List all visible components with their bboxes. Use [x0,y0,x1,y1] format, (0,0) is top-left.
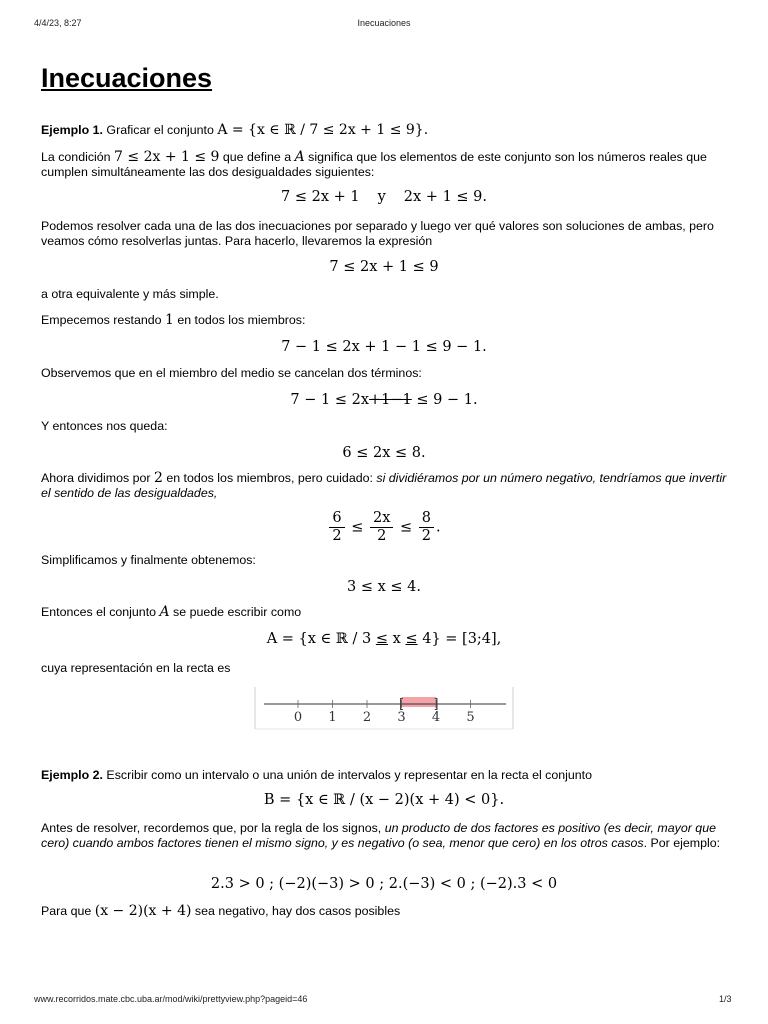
print-url: www.recorridos.mate.cbc.uba.ar/mod/wiki/prettyview.php?pageid=46 [34,994,308,1004]
tick-label: 3 [397,710,406,725]
example-2-statement: Ejemplo 2. Escribir como un intervalo o una unión de intervalos y representar en la recta el conjunto [41,768,592,782]
subtract-equation: 7 − 1 ≤ 2x + 1 − 1 ≤ 9 − 1. [281,339,487,355]
example-2-label: Ejemplo 2. [41,768,103,782]
cancel-paragraph: Observemos que en el miembro del medio se cancelan dos términos: [41,366,422,380]
final-inequality: 3 ≤ x ≤ 4. [347,579,421,595]
simplified-equation: 6 ≤ 2x ≤ 8. [342,445,426,461]
tick-label: 2 [362,710,372,725]
tick-label: 1 [328,710,337,725]
sign-rule-paragraph: Antes de resolver, recordemos que, por la regla de los signos, un producto de dos factores es positivo (es decir, mayor que cero) cuando ambos factores tienen el mismo signo, y es negativo (o sea, menor que cero) en los otros casos. Por ejemplo: [41,821,721,850]
set-b-definition: B = {x ∈ ℝ / (x − 2)(x + 4) < 0}. [263,792,505,808]
print-page-number: 1/3 [719,994,732,1004]
set-as-interval: A = {x ∈ ℝ / 3 ≤ x ≤ 4} = [3;4], [266,631,502,647]
page-title: Inecuaciones [41,63,213,93]
representation-paragraph: cuya representación en la recta es [41,661,231,675]
set-a-definition: A = {x ∈ ℝ / 7 ≤ 2x + 1 ≤ 9}. [217,122,429,138]
cases-paragraph: Para que (x − 2)(x + 4) sea negativo, hay dos casos posibles [41,903,401,919]
fraction-equation: $\frac{6}{2}$ ≤ $\frac{2x}{2}$ ≤ $\frac{8}{2}$ . [0,510,768,545]
example-1-label: Ejemplo 1. [41,123,103,137]
condition-paragraph: La condición 7 ≤ 2x + 1 ≤ 9 que define a A significa que los elementos de este conjunto son los números reales que cumplen simultáneamente las dos desigualdades siguientes: [41,149,707,179]
tick-label: 5 [466,710,475,725]
tick-label: 0 [293,710,303,725]
tick-label: 4 [431,710,441,725]
print-datetime: 4/4/23, 8:27 [34,18,82,28]
subtract-paragraph: Empecemos restando 1 en todos los miembros: [41,312,306,328]
sign-rule: un producto de dos factores es positivo (es decir, mayor que cero) cuando ambos factores tienen el mismo signo, y es negativo (o sea, menor que cero) en los otros casos [41,821,716,850]
simplify-paragraph: Simplificamos y finalmente obtenemos: [41,553,256,567]
set-paragraph: Entonces el conjunto A se puede escribir como [41,604,302,620]
divide-warning: si dividiéramos por un número negativo, tendríamos que invertir el sentido de las desigualdades, [41,471,727,500]
resolve-paragraph: Podemos resolver cada una de las dos inecuaciones por separado y luego ver qué valores son soluciones de ambas, pero veamos cómo resolverlas juntas. Para hacerlo, llevaremos la expresión [41,219,714,248]
example-1-statement: Ejemplo 1. Graficar el conjunto A = {x ∈ ℝ / 7 ≤ 2x + 1 ≤ 9}. [41,122,429,138]
fraction-3: $\frac{8}{2}$ [419,510,434,545]
fraction-2: $\frac{2x}{2}$ [370,510,393,545]
result-paragraph: Y entonces nos queda: [41,419,168,433]
two-inequalities: 7 ≤ 2x + 1 y 2x + 1 ≤ 9. [281,189,487,205]
interval-highlight [402,697,437,707]
number-line [254,686,516,732]
sign-examples: 2.3 > 0 ; (−2)(−3) > 0 ; 2.(−3) < 0 ; (−2).3 < 0 [210,876,558,892]
print-page-title: Inecuaciones [357,18,411,28]
fraction-1: $\frac{6}{2}$ [329,510,344,545]
divide-paragraph: Ahora dividimos por 2 en todos los miembros, pero cuidado: si dividiéramos por un número negativo, tendríamos que invertir el sentido de las desigualdades, [41,470,727,500]
compound-inequality: 7 ≤ 2x + 1 ≤ 9 [329,259,439,275]
equivalent-paragraph: a otra equivalente y más simple. [41,287,219,301]
interval-right-bracket: ] [433,697,439,712]
cancel-equation: 7 − 1 ≤ 2x+1−1 ≤ 9 − 1. [290,392,478,408]
cancelled-terms: +1−1 [369,392,412,408]
interval-left-bracket: [ [398,697,405,712]
